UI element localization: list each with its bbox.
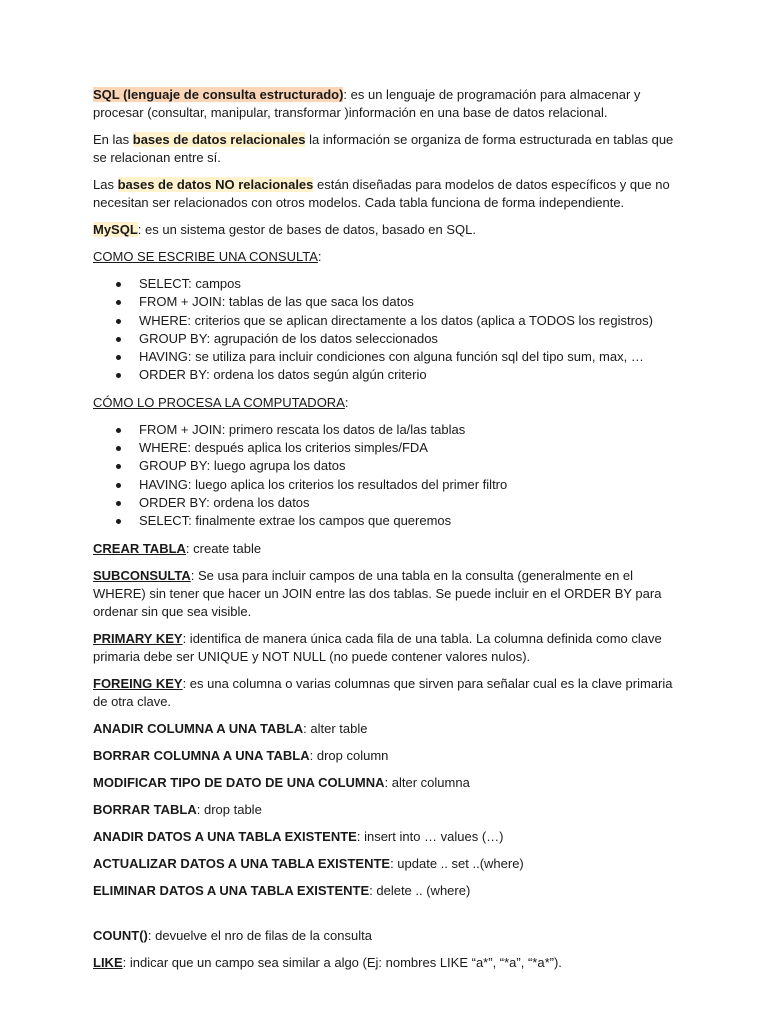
bullet-icon: [116, 300, 121, 305]
write-heading-text: COMO SE ESCRIBE UNA CONSULTA: [93, 249, 318, 264]
list-item-text: HAVING: luego aplica los criterios los resultados del primer filtro: [139, 476, 508, 492]
relational-term: bases de datos relacionales: [132, 132, 306, 147]
list-item-text: ORDER BY: ordena los datos: [139, 494, 310, 510]
list-item-text: GROUP BY: agrupación de los datos seleccionados: [139, 330, 438, 346]
crear-tabla-text: : create table: [185, 540, 262, 556]
list-item: [93, 366, 683, 384]
count-text: : devuelve el nro de filas de la consulta: [147, 927, 372, 943]
list-item-text: FROM + JOIN: tablas de las que saca los datos: [139, 294, 414, 310]
list-item: [93, 421, 683, 439]
sql-term: SQL (lenguaje de consulta estructurado): [93, 87, 344, 102]
primary-key-term: PRIMARY KEY: [93, 630, 183, 646]
primary-key-definition: [93, 630, 683, 666]
process-section-heading: [93, 394, 683, 412]
list-item: [93, 348, 683, 366]
relational-text: la información se organiza de forma estructurada en tablas que se relacionan entre sí.: [93, 132, 674, 165]
subconsulta-definition: [93, 567, 683, 621]
list-item-text: WHERE: criterios que se aplican directamente a los datos (aplica a TODOS los registros): [139, 312, 653, 328]
list-item-text: SELECT: finalmente extrae los campos que queremos: [139, 513, 452, 529]
blank-line: [93, 909, 683, 927]
count-term: COUNT(): [93, 927, 148, 943]
command-line: [93, 774, 683, 792]
list-item: [93, 275, 683, 293]
subconsulta-term: SUBCONSULTA: [93, 567, 191, 583]
list-item: [93, 293, 683, 311]
process-heading-colon: :: [344, 394, 349, 410]
list-item: [93, 457, 683, 475]
relational-definition: [93, 131, 683, 167]
command-line: [93, 828, 683, 846]
document-body: [93, 86, 683, 981]
list-item-text: ORDER BY: ordena los datos según algún criterio: [139, 367, 427, 383]
like-definition: [93, 954, 683, 972]
command-line: [93, 882, 683, 900]
list-item-text: WHERE: después aplica los criterios simples/FDA: [139, 440, 428, 456]
list-item: [93, 312, 683, 330]
bullet-icon: [116, 428, 121, 433]
bullet-icon: [116, 319, 121, 324]
command-term: MODIFICAR TIPO DE DATO DE UNA COLUMNA: [93, 774, 385, 790]
write-steps-list: [93, 275, 683, 385]
nonrelational-prefix: Las: [93, 177, 118, 192]
list-item-text: GROUP BY: luego agrupa los datos: [139, 458, 346, 474]
write-section-heading: [93, 248, 683, 266]
command-text: : delete .. (where): [369, 882, 471, 898]
bullet-icon: [116, 355, 121, 360]
command-term: BORRAR COLUMNA A UNA TABLA: [93, 747, 310, 763]
bullet-icon: [116, 464, 121, 469]
command-text: : alter columna: [384, 774, 470, 790]
nonrelational-term: bases de datos NO relacionales: [117, 177, 314, 192]
bullet-icon: [116, 519, 121, 524]
command-line: [93, 720, 683, 738]
list-item-text: SELECT: campos: [139, 276, 241, 291]
mysql-definition: [93, 221, 683, 239]
like-text: : indicar que un campo sea similar a algo (Ej: nombres LIKE “a*”, “*a”, “*a*”).: [122, 954, 562, 970]
list-item: [93, 439, 683, 457]
command-line: [93, 855, 683, 873]
bullet-icon: [116, 373, 121, 378]
process-heading-text: CÓMO LO PROCESA LA COMPUTADORA: [93, 394, 345, 410]
bullet-icon: [116, 501, 121, 506]
command-term: BORRAR TABLA: [93, 801, 197, 817]
command-term: ELIMINAR DATOS A UNA TABLA EXISTENTE: [93, 882, 370, 898]
list-item: [93, 494, 683, 512]
like-term: LIKE: [93, 954, 123, 970]
foreign-key-definition: [93, 675, 683, 711]
write-heading-colon: :: [317, 249, 322, 264]
mysql-term: MySQL: [93, 222, 138, 237]
crear-tabla-term: CREAR TABLA: [93, 540, 186, 556]
command-text: : drop column: [309, 747, 389, 763]
list-item-text: HAVING: se utiliza para incluir condiciones con alguna función sql del tipo sum, max, …: [139, 349, 644, 365]
mysql-text: : es un sistema gestor de bases de datos, basado en SQL.: [137, 222, 477, 237]
bullet-icon: [116, 446, 121, 451]
process-steps-list: [93, 421, 683, 531]
sql-text: : es un lenguaje de programación para almacenar y procesar (consultar, manipular, transformar )información en una base de datos relacional.: [93, 87, 641, 120]
count-definition: [93, 927, 683, 945]
command-text: : insert into … values (…): [356, 828, 504, 844]
command-line: [93, 801, 683, 819]
list-item: [93, 512, 683, 530]
list-item: [93, 330, 683, 348]
command-text: : update .. set ..(where): [390, 855, 524, 871]
command-text: : alter table: [303, 720, 368, 736]
command-term: ANADIR COLUMNA A UNA TABLA: [93, 720, 304, 736]
list-item: [93, 476, 683, 494]
foreign-key-term: FOREING KEY: [93, 675, 183, 691]
bullet-icon: [116, 483, 121, 488]
list-item-text: FROM + JOIN: primero rescata los datos de la/las tablas: [139, 421, 466, 437]
command-term: ACTUALIZAR DATOS A UNA TABLA EXISTENTE: [93, 855, 391, 871]
command-line: [93, 747, 683, 765]
sql-definition: [93, 86, 683, 122]
command-text: : drop table: [196, 801, 262, 817]
relational-prefix: En las: [93, 132, 133, 147]
bullet-icon: [116, 282, 121, 287]
nonrelational-definition: [93, 176, 683, 212]
primary-key-text: : identifica de manera única cada fila de una tabla. La columna definida como clave primaria debe ser UNIQUE y NOT NULL (no puede contener valores nulos).: [93, 630, 662, 664]
nonrelational-text: están diseñadas para modelos de datos específicos y que no necesitan ser relacionados con otros modelos. Cada tabla funciona de forma independiente.: [93, 177, 670, 210]
crear-tabla-definition: [93, 540, 683, 558]
foreign-key-text: : es una columna o varias columnas que sirven para señalar cual es la clave primaria de otra clave.: [93, 675, 673, 709]
subconsulta-text: : Se usa para incluir campos de una tabla en la consulta (generalmente en el WHERE) sin tener que hacer un JOIN entre las dos tablas. Se puede incluir en el ORDER BY para ordenar sin que sea visible.: [93, 567, 662, 619]
bullet-icon: [116, 337, 121, 342]
command-term: ANADIR DATOS A UNA TABLA EXISTENTE: [93, 828, 357, 844]
